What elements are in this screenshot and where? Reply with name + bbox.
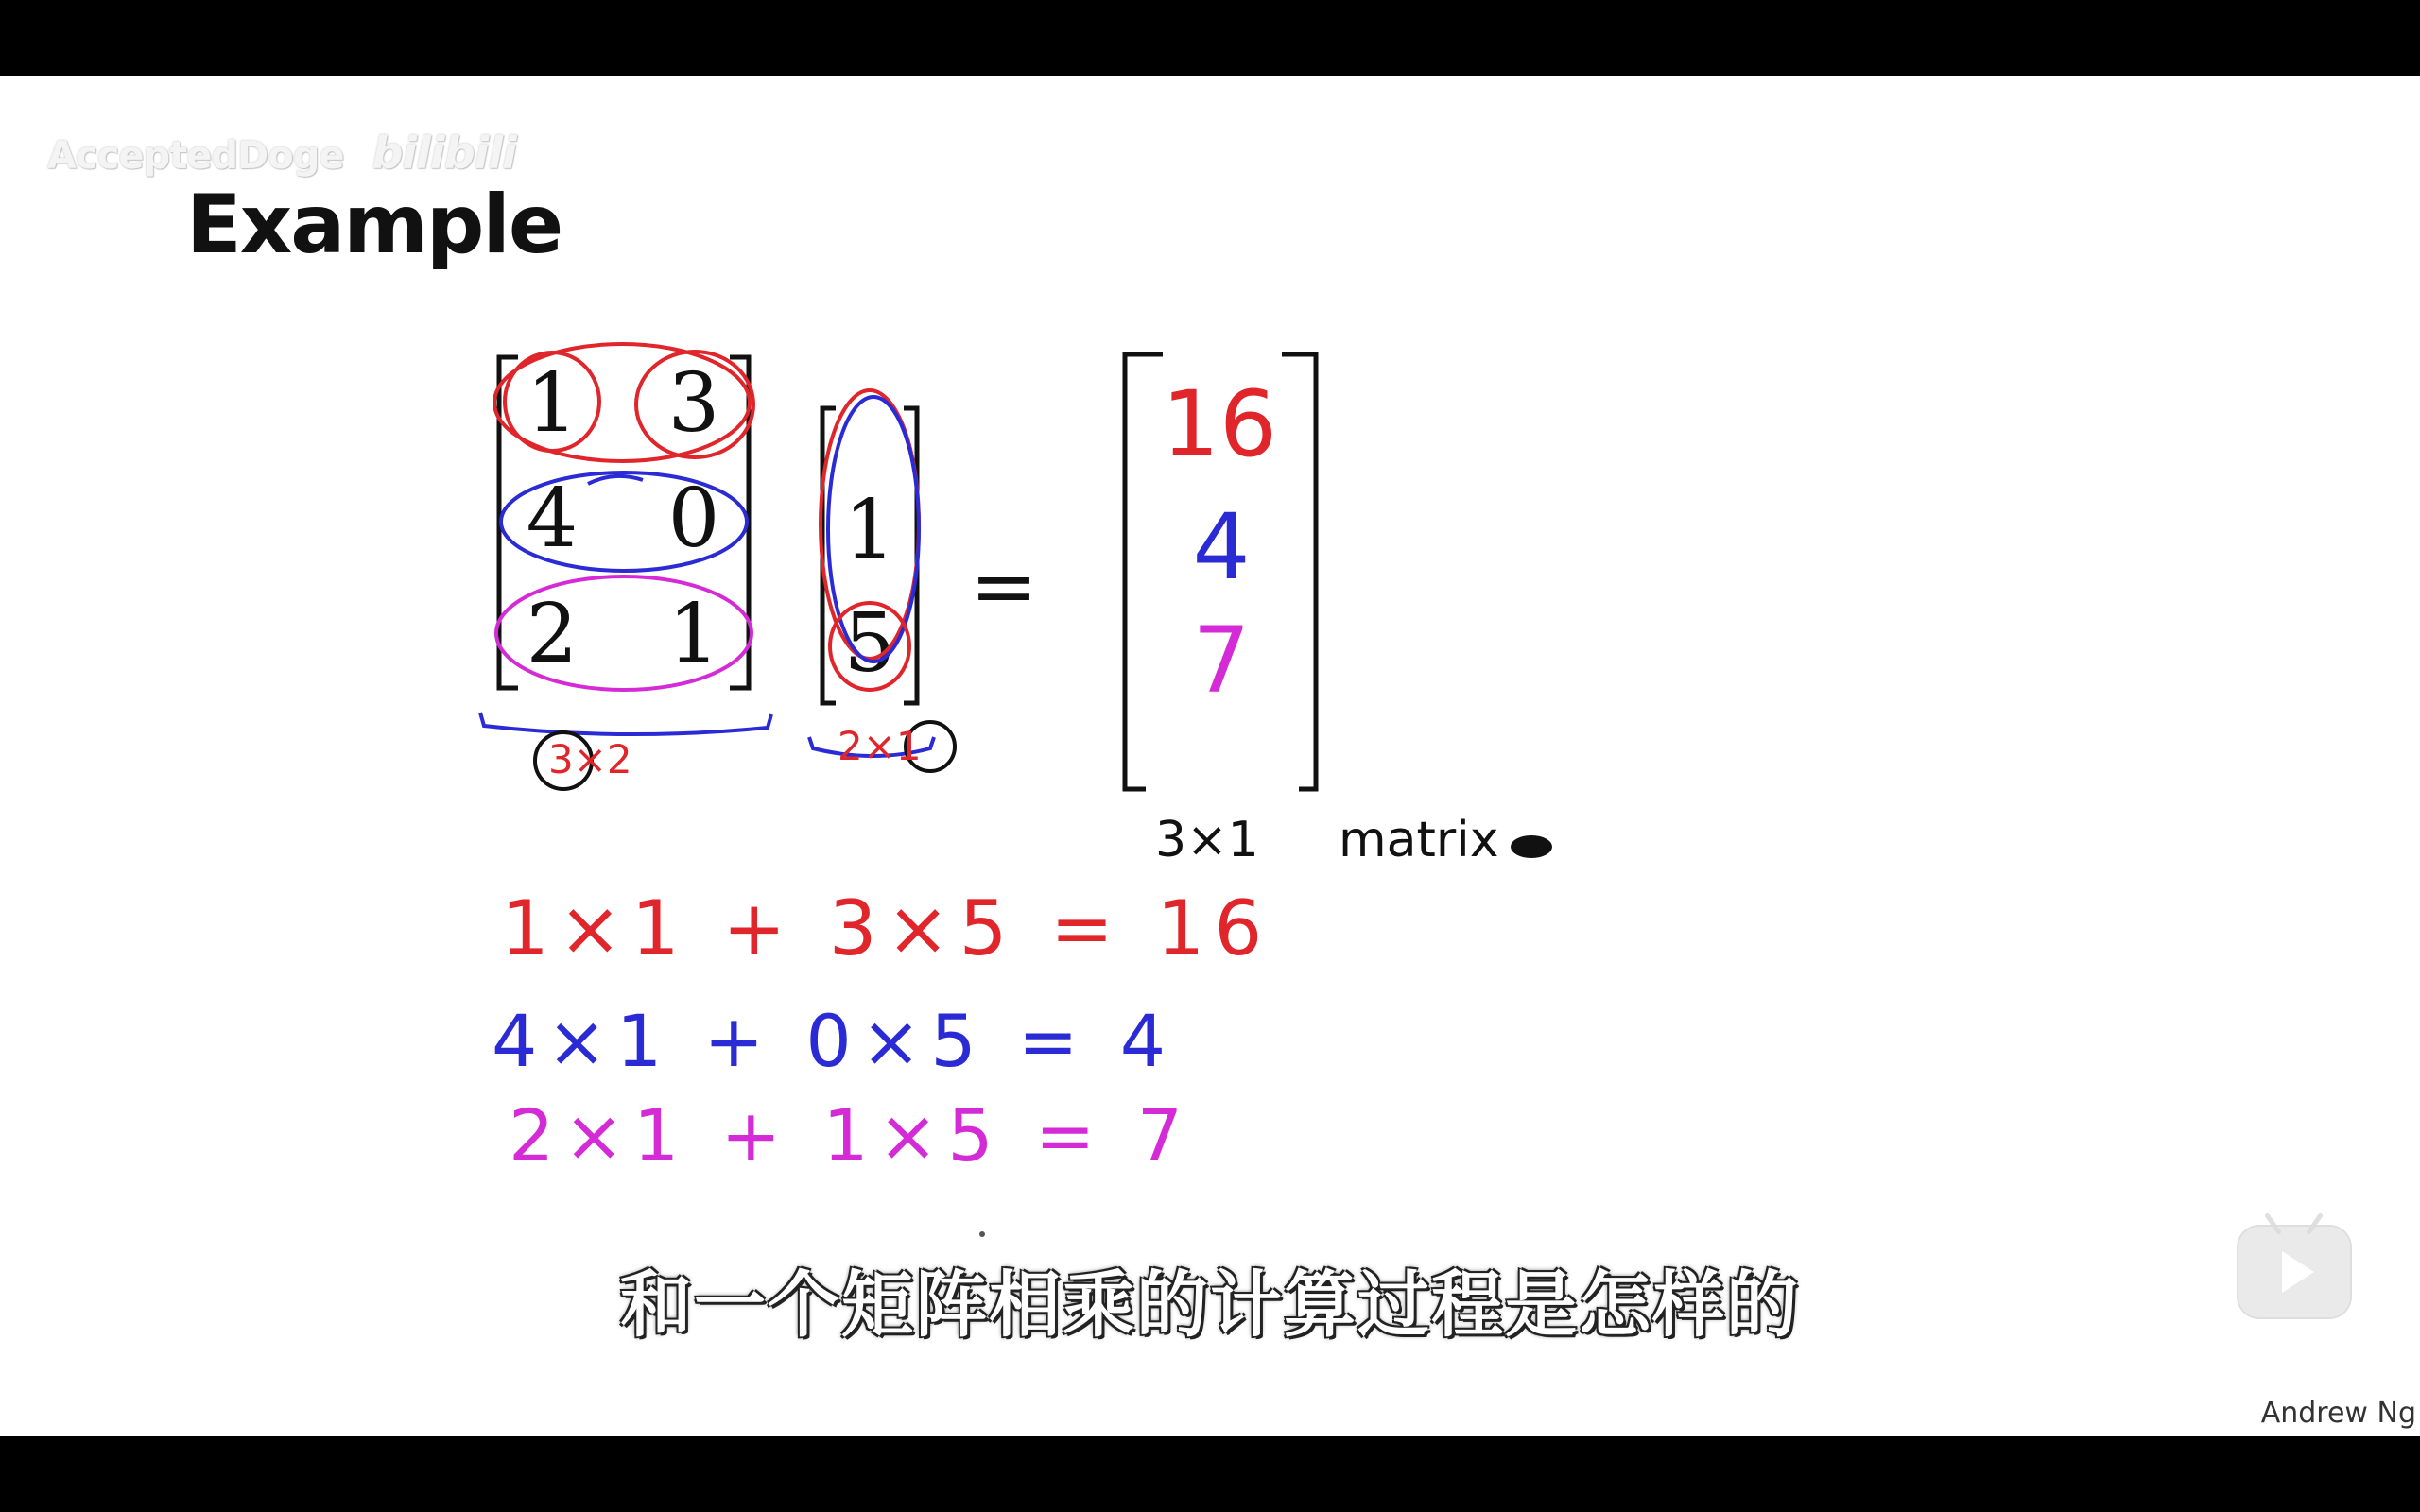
slide-title: Example — [186, 178, 562, 272]
result-entry: 16 — [1161, 371, 1278, 477]
subtitle: 和一个矩阵相乘的计算过程是怎样的 — [620, 1263, 1800, 1347]
pen-scribble — [1511, 835, 1552, 858]
matrix-a-entry: 1 — [667, 587, 720, 681]
vector-dims: 2×1 — [838, 723, 922, 769]
video-frame[interactable] — [0, 76, 2420, 1436]
equals-sign: = — [969, 540, 1039, 634]
vector-entry: 1 — [843, 483, 896, 577]
play-button[interactable] — [2238, 1227, 2350, 1317]
result-entry: 7 — [1192, 608, 1251, 713]
result-entry: 4 — [1192, 494, 1251, 600]
slide-author: Andrew Ng — [2260, 1397, 2416, 1430]
play-icon — [2282, 1251, 2314, 1293]
calculation-row-3: 2×1 + 1×5 = 7 — [509, 1093, 1193, 1177]
letterbox-bottom — [0, 1436, 2420, 1512]
vector-entry: 5 — [843, 596, 896, 691]
result-dims: 3×1 — [1155, 812, 1259, 868]
matrix-a-entry: 0 — [667, 472, 720, 566]
matrix-a-entry: 2 — [526, 587, 579, 681]
result-left-bracket — [1125, 354, 1163, 789]
matrix-a-entry: 4 — [526, 472, 579, 566]
bilibili-logo: bilibili — [372, 128, 516, 179]
calculation-row-1: 1×1 + 3×5 = 16 — [501, 885, 1272, 972]
pen-dot — [979, 1231, 985, 1237]
watermark-user: AcceptedDoge — [47, 134, 344, 178]
matrix-a-entry: 3 — [667, 356, 720, 451]
pen-mark — [588, 476, 643, 484]
matrix-a-dims: 3×2 — [548, 736, 632, 782]
result-right-bracket — [1282, 354, 1316, 789]
calculation-row-2: 4×1 + 0×5 = 4 — [492, 999, 1176, 1083]
letterbox-top — [0, 0, 2420, 76]
matrix-a-underbrace — [480, 713, 771, 734]
result-label: matrix — [1339, 812, 1499, 868]
matrix-a-entry: 1 — [526, 356, 579, 451]
handwriting-board — [0, 76, 2420, 1436]
